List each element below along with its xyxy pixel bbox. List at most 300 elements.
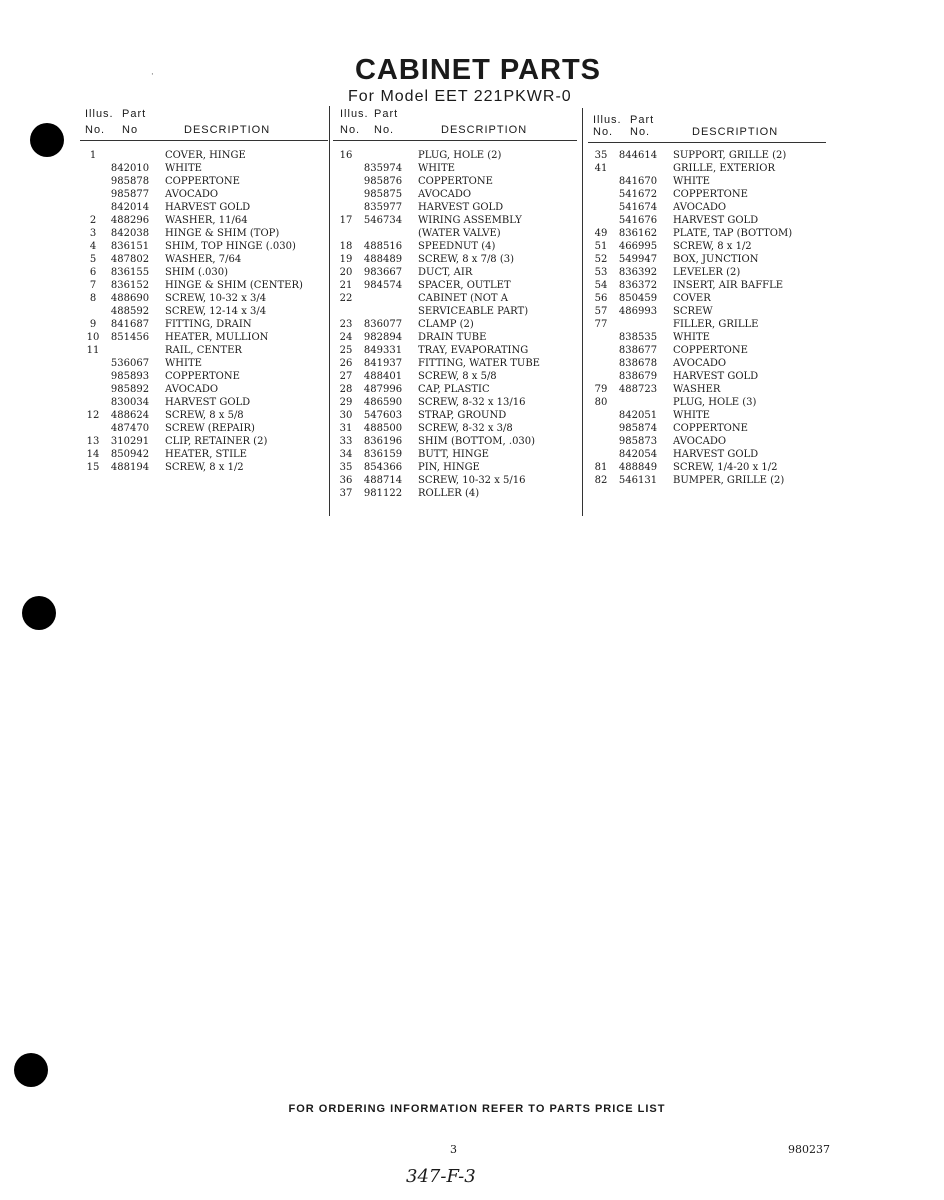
- part-description: AVOCADO: [165, 189, 219, 200]
- part-description: CABINET (NOT A: [418, 293, 508, 304]
- illus-number: 16: [339, 150, 353, 161]
- table-row: [80, 396, 332, 409]
- illus-number: 7: [89, 280, 97, 291]
- part-number: 835977: [363, 202, 403, 213]
- header-description: DESCRIPTION: [692, 126, 779, 138]
- table-row: [588, 448, 833, 461]
- part-description: DRAIN TUBE: [418, 332, 487, 343]
- illus-number: 54: [594, 280, 608, 291]
- part-number: 836155: [110, 267, 150, 278]
- scan-mark: ·: [151, 70, 154, 80]
- part-description: WHITE: [165, 358, 202, 369]
- header-illus-no: No.: [593, 126, 614, 138]
- table-row: [80, 448, 332, 461]
- illus-number: 53: [594, 267, 608, 278]
- part-description: SCREW, 8 x 1/2: [165, 462, 244, 473]
- part-number: 838677: [618, 345, 658, 356]
- part-description: WHITE: [165, 163, 202, 174]
- part-description: COPPERTONE: [418, 176, 493, 187]
- part-number: 546131: [618, 475, 658, 486]
- table-row: [80, 383, 332, 396]
- table-row: [333, 227, 583, 240]
- part-description: PLUG, HOLE (3): [673, 397, 757, 408]
- illus-number: 33: [339, 436, 353, 447]
- illus-number: 37: [339, 488, 353, 499]
- table-row: [80, 162, 332, 175]
- part-number: 488592: [110, 306, 150, 317]
- illus-number: 4: [89, 241, 97, 252]
- part-description: CLIP, RETAINER (2): [165, 436, 268, 447]
- header-description: DESCRIPTION: [184, 124, 271, 136]
- table-row: [588, 227, 833, 240]
- part-number: 836162: [618, 228, 658, 239]
- part-description: WASHER, 7/64: [165, 254, 242, 265]
- part-number: 488194: [110, 462, 150, 473]
- illus-number: 25: [339, 345, 353, 356]
- part-number: 850942: [110, 449, 150, 460]
- table-row: [333, 253, 583, 266]
- illus-number: 51: [594, 241, 608, 252]
- part-description: PLUG, HOLE (2): [418, 150, 502, 161]
- part-number: 488690: [110, 293, 150, 304]
- part-number: 488849: [618, 462, 658, 473]
- part-number: 486590: [363, 397, 403, 408]
- part-number: 851456: [110, 332, 150, 343]
- part-description: WASHER: [673, 384, 721, 395]
- part-number: 984574: [363, 280, 403, 291]
- part-number: 547603: [363, 410, 403, 421]
- part-description: BUMPER, GRILLE (2): [673, 475, 785, 486]
- part-number: 849331: [363, 345, 403, 356]
- part-description: SPACER, OUTLET: [418, 280, 511, 291]
- part-number: 830034: [110, 397, 150, 408]
- illus-number: 35: [594, 150, 608, 161]
- table-row: [80, 188, 332, 201]
- part-number: 835974: [363, 163, 403, 174]
- table-row: [588, 344, 833, 357]
- part-description: SUPPORT, GRILLE (2): [673, 150, 787, 161]
- part-description: SCREW, 1/4-20 x 1/2: [673, 462, 778, 473]
- handwritten-annotation: 347-F-3: [406, 1166, 476, 1187]
- table-row: [333, 266, 583, 279]
- part-description: SCREW, 8 x 1/2: [673, 241, 752, 252]
- part-number: 841937: [363, 358, 403, 369]
- table-row: [80, 201, 332, 214]
- part-description: SCREW, 8-32 x 3/8: [418, 423, 513, 434]
- part-number: 487470: [110, 423, 150, 434]
- part-description: SCREW (REPAIR): [165, 423, 255, 434]
- table-row: [333, 318, 583, 331]
- part-description: BUTT, HINGE: [418, 449, 489, 460]
- illus-number: 21: [339, 280, 353, 291]
- illus-number: 36: [339, 475, 353, 486]
- part-description: SPEEDNUT (4): [418, 241, 496, 252]
- part-number: 842038: [110, 228, 150, 239]
- illus-number: 12: [86, 410, 100, 421]
- table-row: [333, 305, 583, 318]
- table-row: [588, 266, 833, 279]
- part-description: SHIM, TOP HINGE (.030): [165, 241, 296, 252]
- table-row: [80, 227, 332, 240]
- part-number: 842054: [618, 449, 658, 460]
- table-row: [333, 240, 583, 253]
- part-number: 541672: [618, 189, 658, 200]
- part-description: WHITE: [673, 176, 710, 187]
- parts-rows: [333, 149, 583, 500]
- part-number: 842014: [110, 202, 150, 213]
- header-part-no: No: [122, 124, 139, 136]
- part-number: 985892: [110, 384, 150, 395]
- part-description: FILLER, GRILLE: [673, 319, 759, 330]
- part-description: AVOCADO: [165, 384, 219, 395]
- table-row: [333, 422, 583, 435]
- part-description: HARVEST GOLD: [673, 449, 759, 460]
- part-number: 536067: [110, 358, 150, 369]
- part-description: SERVICEABLE PART): [418, 306, 529, 317]
- illus-number: 20: [339, 267, 353, 278]
- part-description: COVER: [673, 293, 711, 304]
- part-number: 836077: [363, 319, 403, 330]
- part-description: HARVEST GOLD: [418, 202, 504, 213]
- part-number: 488500: [363, 423, 403, 434]
- part-description: HINGE & SHIM (TOP): [165, 228, 280, 239]
- table-row: [80, 370, 332, 383]
- part-description: FITTING, DRAIN: [165, 319, 252, 330]
- part-description: CAP, PLASTIC: [418, 384, 490, 395]
- part-description: FITTING, WATER TUBE: [418, 358, 540, 369]
- table-row: [588, 383, 833, 396]
- part-description: AVOCADO: [673, 436, 727, 447]
- part-description: COPPERTONE: [673, 423, 748, 434]
- part-number: 488714: [363, 475, 403, 486]
- table-row: [588, 292, 833, 305]
- table-row: [80, 240, 332, 253]
- part-description: PLATE, TAP (BOTTOM): [673, 228, 793, 239]
- part-description: AVOCADO: [418, 189, 472, 200]
- illus-number: 22: [339, 293, 353, 304]
- page-number: 3: [450, 1143, 457, 1156]
- part-number: 836372: [618, 280, 658, 291]
- part-number: 836152: [110, 280, 150, 291]
- part-description: SCREW, 8 x 5/8: [165, 410, 244, 421]
- part-description: TRAY, EVAPORATING: [418, 345, 529, 356]
- part-number: 487996: [363, 384, 403, 395]
- illus-number: 57: [594, 306, 608, 317]
- table-row: [588, 461, 833, 474]
- table-row: [588, 396, 833, 409]
- table-row: [333, 279, 583, 292]
- part-description: SHIM (BOTTOM, .030): [418, 436, 536, 447]
- part-description: COPPERTONE: [673, 189, 748, 200]
- part-number: 488489: [363, 254, 403, 265]
- part-number: 838535: [618, 332, 658, 343]
- illus-number: 6: [89, 267, 97, 278]
- part-description: WHITE: [418, 163, 455, 174]
- illus-number: 23: [339, 319, 353, 330]
- table-row: [588, 435, 833, 448]
- part-number: 982894: [363, 332, 403, 343]
- header-rule: [80, 140, 328, 141]
- table-row: [333, 188, 583, 201]
- part-description: SCREW, 8-32 x 13/16: [418, 397, 526, 408]
- part-number: 488624: [110, 410, 150, 421]
- part-description: HEATER, STILE: [165, 449, 247, 460]
- table-row: [588, 370, 833, 383]
- page-subtitle: For Model EET 221PKWR-0: [348, 88, 572, 105]
- table-row: [80, 435, 332, 448]
- part-description: SHIM (.030): [165, 267, 229, 278]
- illus-number: 77: [594, 319, 608, 330]
- part-number: 487802: [110, 254, 150, 265]
- part-description: RAIL, CENTER: [165, 345, 242, 356]
- part-description: COVER, HINGE: [165, 150, 246, 161]
- table-row: [80, 214, 332, 227]
- table-row: [80, 422, 332, 435]
- illus-number: 3: [89, 228, 97, 239]
- table-row: [588, 175, 833, 188]
- illus-number: 1: [89, 150, 97, 161]
- table-row: [333, 370, 583, 383]
- table-row: [588, 357, 833, 370]
- table-row: [333, 474, 583, 487]
- header-part: Part: [630, 114, 655, 126]
- part-description: STRAP, GROUND: [418, 410, 507, 421]
- part-description: WHITE: [673, 410, 710, 421]
- part-description: COPPERTONE: [673, 345, 748, 356]
- header-illus: Illus.: [85, 108, 114, 120]
- illus-number: 29: [339, 397, 353, 408]
- illus-number: 41: [594, 163, 608, 174]
- table-row: [80, 461, 332, 474]
- parts-rows: [588, 149, 833, 487]
- punch-hole-bottom: [14, 1053, 48, 1087]
- header-part: Part: [374, 108, 399, 120]
- table-row: [80, 344, 332, 357]
- part-number: 985878: [110, 176, 150, 187]
- table-row: [333, 357, 583, 370]
- part-number: 488296: [110, 215, 150, 226]
- punch-hole-middle: [22, 596, 56, 630]
- table-row: [588, 188, 833, 201]
- table-row: [333, 383, 583, 396]
- part-description: WASHER, 11/64: [165, 215, 248, 226]
- part-number: 466995: [618, 241, 658, 252]
- part-description: HEATER, MULLION: [165, 332, 269, 343]
- header-description: DESCRIPTION: [441, 124, 528, 136]
- table-row: [80, 357, 332, 370]
- part-number: 985875: [363, 189, 403, 200]
- part-number: 836392: [618, 267, 658, 278]
- table-row: [80, 305, 332, 318]
- table-row: [588, 201, 833, 214]
- illus-number: 14: [86, 449, 100, 460]
- table-row: [333, 435, 583, 448]
- part-number: 981122: [363, 488, 403, 499]
- illus-number: 13: [86, 436, 100, 447]
- header-rule: [588, 142, 826, 143]
- table-row: [333, 487, 583, 500]
- part-description: (WATER VALVE): [418, 228, 501, 239]
- part-description: HARVEST GOLD: [165, 397, 251, 408]
- table-row: [80, 149, 332, 162]
- illus-number: 5: [89, 254, 97, 265]
- part-description: PIN, HINGE: [418, 462, 480, 473]
- table-row: [333, 292, 583, 305]
- part-number: 836159: [363, 449, 403, 460]
- part-description: HARVEST GOLD: [673, 371, 759, 382]
- part-description: HINGE & SHIM (CENTER): [165, 280, 303, 291]
- header-illus: Illus.: [340, 108, 369, 120]
- part-number: 983667: [363, 267, 403, 278]
- illus-number: 2: [89, 215, 97, 226]
- part-number: 486993: [618, 306, 658, 317]
- table-row: [80, 279, 332, 292]
- table-row: [80, 253, 332, 266]
- parts-rows: [80, 149, 332, 474]
- illus-number: 24: [339, 332, 353, 343]
- part-description: AVOCADO: [673, 358, 727, 369]
- illus-number: 52: [594, 254, 608, 265]
- table-row: [80, 292, 332, 305]
- part-number: 541674: [618, 202, 658, 213]
- part-number: 549947: [618, 254, 658, 265]
- part-number: 838679: [618, 371, 658, 382]
- part-description: SCREW, 8 x 7/8 (3): [418, 254, 515, 265]
- illus-number: 82: [594, 475, 608, 486]
- page-title: CABINET PARTS: [354, 54, 602, 86]
- illus-number: 79: [594, 384, 608, 395]
- table-row: [333, 461, 583, 474]
- part-number: 836196: [363, 436, 403, 447]
- table-row: [588, 474, 833, 487]
- part-number: 985874: [618, 423, 658, 434]
- part-number: 488516: [363, 241, 403, 252]
- illus-number: 30: [339, 410, 353, 421]
- part-number: 850459: [618, 293, 658, 304]
- illus-number: 17: [339, 215, 353, 226]
- illus-number: 31: [339, 423, 353, 434]
- table-row: [333, 175, 583, 188]
- table-row: [80, 266, 332, 279]
- part-description: COPPERTONE: [165, 176, 240, 187]
- table-row: [588, 240, 833, 253]
- part-description: COPPERTONE: [165, 371, 240, 382]
- table-row: [333, 344, 583, 357]
- illus-number: 11: [86, 345, 100, 356]
- table-row: [588, 279, 833, 292]
- table-row: [333, 448, 583, 461]
- part-number: 842010: [110, 163, 150, 174]
- header-part: Part: [122, 108, 147, 120]
- part-description: CLAMP (2): [418, 319, 474, 330]
- table-row: [80, 409, 332, 422]
- part-description: DUCT, AIR: [418, 267, 473, 278]
- table-row: [333, 214, 583, 227]
- illus-number: 56: [594, 293, 608, 304]
- table-row: [333, 396, 583, 409]
- part-number: 985873: [618, 436, 658, 447]
- illus-number: 8: [89, 293, 97, 304]
- table-row: [80, 318, 332, 331]
- part-description: SCREW, 10-32 x 3/4: [165, 293, 267, 304]
- header-illus-no: No.: [85, 124, 106, 136]
- header-illus-no: No.: [340, 124, 361, 136]
- column-divider: [582, 108, 583, 516]
- illus-number: 27: [339, 371, 353, 382]
- illus-number: 18: [339, 241, 353, 252]
- table-row: [588, 331, 833, 344]
- illus-number: 19: [339, 254, 353, 265]
- document-number: 980237: [788, 1143, 830, 1156]
- header-part-no: No.: [374, 124, 395, 136]
- part-number: 854366: [363, 462, 403, 473]
- part-number: 842051: [618, 410, 658, 421]
- table-row: [588, 149, 833, 162]
- illus-number: 34: [339, 449, 353, 460]
- table-row: [80, 331, 332, 344]
- illus-number: 49: [594, 228, 608, 239]
- illus-number: 9: [89, 319, 97, 330]
- part-description: GRILLE, EXTERIOR: [673, 163, 776, 174]
- part-number: 841687: [110, 319, 150, 330]
- part-description: BOX, JUNCTION: [673, 254, 759, 265]
- part-number: 836151: [110, 241, 150, 252]
- part-description: ROLLER (4): [418, 488, 480, 499]
- table-row: [80, 175, 332, 188]
- table-row: [333, 201, 583, 214]
- part-description: AVOCADO: [673, 202, 727, 213]
- part-number: 488723: [618, 384, 658, 395]
- part-description: WHITE: [673, 332, 710, 343]
- part-description: SCREW, 8 x 5/8: [418, 371, 497, 382]
- part-description: INSERT, AIR BAFFLE: [673, 280, 784, 291]
- header-part-no: No.: [630, 126, 651, 138]
- part-number: 488401: [363, 371, 403, 382]
- table-row: [588, 214, 833, 227]
- part-number: 985876: [363, 176, 403, 187]
- illus-number: 35: [339, 462, 353, 473]
- part-number: 541676: [618, 215, 658, 226]
- part-description: HARVEST GOLD: [673, 215, 759, 226]
- part-description: SCREW, 10-32 x 5/16: [418, 475, 526, 486]
- illus-number: 81: [594, 462, 608, 473]
- part-description: SCREW: [673, 306, 713, 317]
- table-row: [588, 318, 833, 331]
- part-description: WIRING ASSEMBLY: [418, 215, 522, 226]
- part-description: LEVELER (2): [673, 267, 741, 278]
- part-number: 985877: [110, 189, 150, 200]
- illus-number: 10: [86, 332, 100, 343]
- punch-hole-top: [30, 123, 64, 157]
- table-row: [588, 422, 833, 435]
- part-number: 310291: [110, 436, 150, 447]
- illus-number: 80: [594, 397, 608, 408]
- part-number: 985893: [110, 371, 150, 382]
- table-row: [333, 162, 583, 175]
- table-row: [588, 409, 833, 422]
- part-number: 838678: [618, 358, 658, 369]
- illus-number: 26: [339, 358, 353, 369]
- table-row: [588, 162, 833, 175]
- table-row: [333, 149, 583, 162]
- ordering-note: FOR ORDERING INFORMATION REFER TO PARTS PRICE LIST: [288, 1103, 666, 1115]
- part-number: 841670: [618, 176, 658, 187]
- header-illus: Illus.: [593, 114, 622, 126]
- header-rule: [333, 140, 577, 141]
- part-description: HARVEST GOLD: [165, 202, 251, 213]
- illus-number: 28: [339, 384, 353, 395]
- part-number: 844614: [618, 150, 658, 161]
